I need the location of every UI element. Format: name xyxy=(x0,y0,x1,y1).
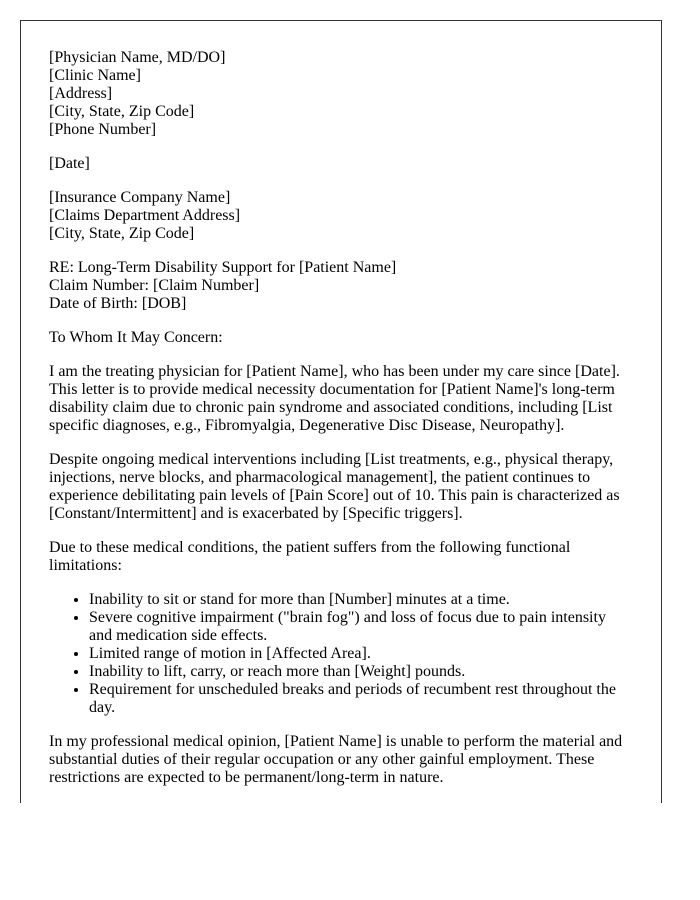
sender-address: [Address] xyxy=(49,85,113,102)
intro-paragraph: I am the treating physician for [Patient Name], who has been under my care since [Date]. This letter is to provide medical necessity documentation for [Patient Name]'s long-term disability claim due to chronic pain syndrome and associated conditions, including [List specific diagnoses, e.g., Fibromyalgia, Degenerative Disc Disease, Neuropathy]. xyxy=(49,363,620,434)
insurance-company: [Insurance Company Name] xyxy=(49,189,231,206)
letter-date: [Date] xyxy=(49,155,90,172)
list-item: • Inability to sit or stand for more than [Number] minutes at a time. xyxy=(89,591,633,609)
re-line: RE: Long-Term Disability Support for [Patient Name] xyxy=(49,259,397,276)
opinion-paragraph: In my professional medical opinion, [Patient Name] is unable to perform the material and substantial duties of their regular occupation or any other gainful employment. These restrictions are expected to be permanent/long-term in nature. xyxy=(49,733,623,786)
sender-block xyxy=(49,49,633,139)
physician-name: [Physician Name, MD/DO] xyxy=(49,49,226,66)
date-of-birth: Date of Birth: [DOB] xyxy=(49,295,187,312)
claims-address: [Claims Department Address] xyxy=(49,207,241,224)
list-item: • Severe cognitive impairment ("brain fog") and loss of focus due to pain intensity and medication side effects. xyxy=(89,609,633,645)
letter-page xyxy=(20,20,662,803)
sender-city: [City, State, Zip Code] xyxy=(49,103,195,120)
re-block xyxy=(49,259,633,313)
limitations-list xyxy=(49,591,633,717)
list-item: • Limited range of motion in [Affected Area]. xyxy=(89,645,633,663)
sender-phone: [Phone Number] xyxy=(49,121,157,138)
limitations-intro: Due to these medical conditions, the patient suffers from the following functional limitations: xyxy=(49,539,571,574)
claim-number: Claim Number: [Claim Number] xyxy=(49,277,260,294)
list-item: • Requirement for unscheduled breaks and periods of recumbent rest throughout the day. xyxy=(89,681,633,717)
clinic-name: [Clinic Name] xyxy=(49,67,141,84)
recipient-city: [City, State, Zip Code] xyxy=(49,225,195,242)
salutation: To Whom It May Concern: xyxy=(49,329,223,346)
list-item: • Inability to lift, carry, or reach more than [Weight] pounds. xyxy=(89,663,633,681)
recipient-block xyxy=(49,189,633,243)
treatment-paragraph: Despite ongoing medical interventions including [List treatments, e.g., physical therapy, injections, nerve blocks, and pharmacological management], the patient continues to experience debilitating pain levels of [Pain Score] out of 10. This pain is characterized as [Constant/Intermittent] and is exacerbated by [Specific triggers]. xyxy=(49,451,620,522)
